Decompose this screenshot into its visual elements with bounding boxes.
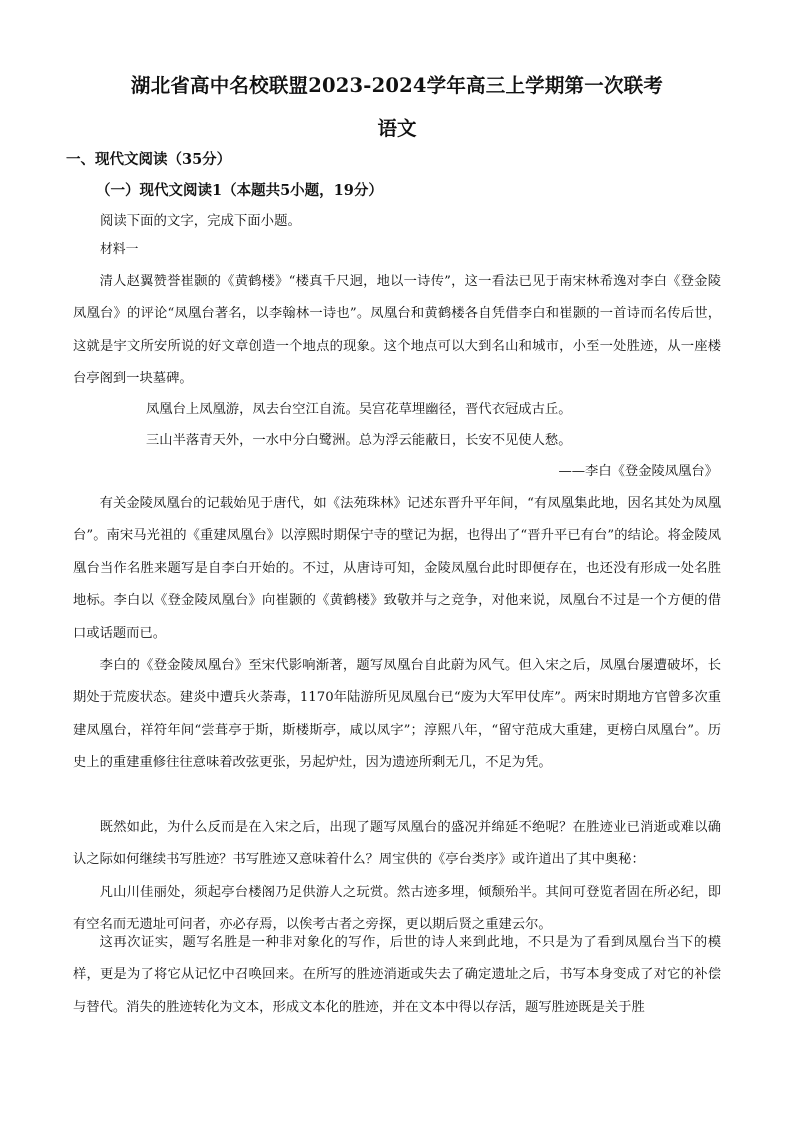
material-label: 材料一 xyxy=(100,242,139,257)
paragraph-1: 清人赵翼赞誉崔颢的《黄鹤楼》“楼真千尺迥，地以一诗传”，这一看法已见于南宋林希逸对李白《登金陵凤凰台》的评论“凤凰台著名，以李翰林一诗也”。凤凰台和黄鹤楼各自凭借李白和崔颢的一首诗而名传后世，这就是宇文所安所说的好文章创造一个地点的现象。这个地点可以大到名山和城市，小至一处胜迹，从一座楼台亭阁到一块墓碑。 xyxy=(73,274,721,387)
document-title: 湖北省高中名校联盟2023-2024学年高三上学期第一次联考 xyxy=(130,74,664,97)
poem-attribution: ——李白《登金陵凤凰台》 xyxy=(558,464,718,479)
paragraph-4: 既然如此，为什么反而是在入宋之后，出现了题写凤凰台的盛况并绵延不绝呢？在胜迹业已消逝或难以确认之际如何继续书写胜迹？书写胜迹又意味着什么？周宝供的《亭台类序》或许道出了其中奥秘： xyxy=(73,820,721,868)
paragraph-5: 这再次证实，题写名胜是一种非对象化的写作，后世的诗人来到此地，不只是为了看到凤凰台当下的模样，更是为了将它从记忆中召唤回来。在所写的胜迹消逝或失去了确定遗址之后，书写本身变成了对它的补偿与替代。消失的胜迹转化为文本，形成文本化的胜迹，并在文本中得以存活，题写胜迹既是关于胜 xyxy=(73,935,721,1015)
subject-title: 语文 xyxy=(377,117,417,140)
paragraph-2: 有关金陵凤凰台的记载始见于唐代，如《法苑珠林》记述东晋升平年间，“有凤凰集此地，因名其处为凤凰台”。南宋马光祖的《重建凤凰台》以淳熙时期保宁寺的壁记为据，也得出了“晋升平已有台”的结论。将金陵凤凰台当作名胜来题写是自李白开始的。不过，从唐诗可知，金陵凤凰台此时即便存在，也还没有形成一处名胜地标。李白以《登金陵凤凰台》向崔颢的《黄鹤楼》致敬并与之竞争，对他来说，凤凰台不过是一个方便的借口或话题而已。 xyxy=(73,496,721,641)
poem-line-2: 三山半落青天外，一水中分白鹭洲。总为浮云能蔽日，长安不见使人愁。 xyxy=(146,433,572,448)
paragraph-3: 李白的《登金陵凤凰台》至宋代影响渐著，题写凤凰台自此蔚为风气。但入宋之后，凤凰台屡遭破坏，长期处于荒废状态。建炎中遭兵火荼毒，1170年陆游所见凤凰台已“废为大军甲仗库”。两宋时期地方官曾多次重建凤凰台，祥符年间“尝葺亭于斯，斯楼斯亭，咸以凤字”；淳熙八年，“留守范成大重建，更榜白凤凰台”。历史上的重建重修往往意味着改弦更张，另起炉灶，因为遗迹所剩无几，不足为凭。 xyxy=(73,658,721,771)
quote-paragraph: 凡山川佳丽处，须起亭台楼阁乃足供游人之玩赏。然古迹多埋，倾颓殆半。其间可登览者固在所必纪，即有空名而无遗址可问者，亦必存焉，以俟考古者之旁探，更以期后贤之重建云尔。 xyxy=(73,885,721,933)
section-heading: 一、现代文阅读（35分） xyxy=(66,151,232,168)
instruction-text: 阅读下面的文字，完成下面小题。 xyxy=(100,214,301,229)
subsection-heading: （一）现代文阅读1（本题共5小题，19分） xyxy=(96,182,383,199)
poem-line-1: 凤凰台上凤凰游，凤去台空江自流。吴宫花草埋幽径，晋代衣冠成古丘。 xyxy=(146,402,572,417)
